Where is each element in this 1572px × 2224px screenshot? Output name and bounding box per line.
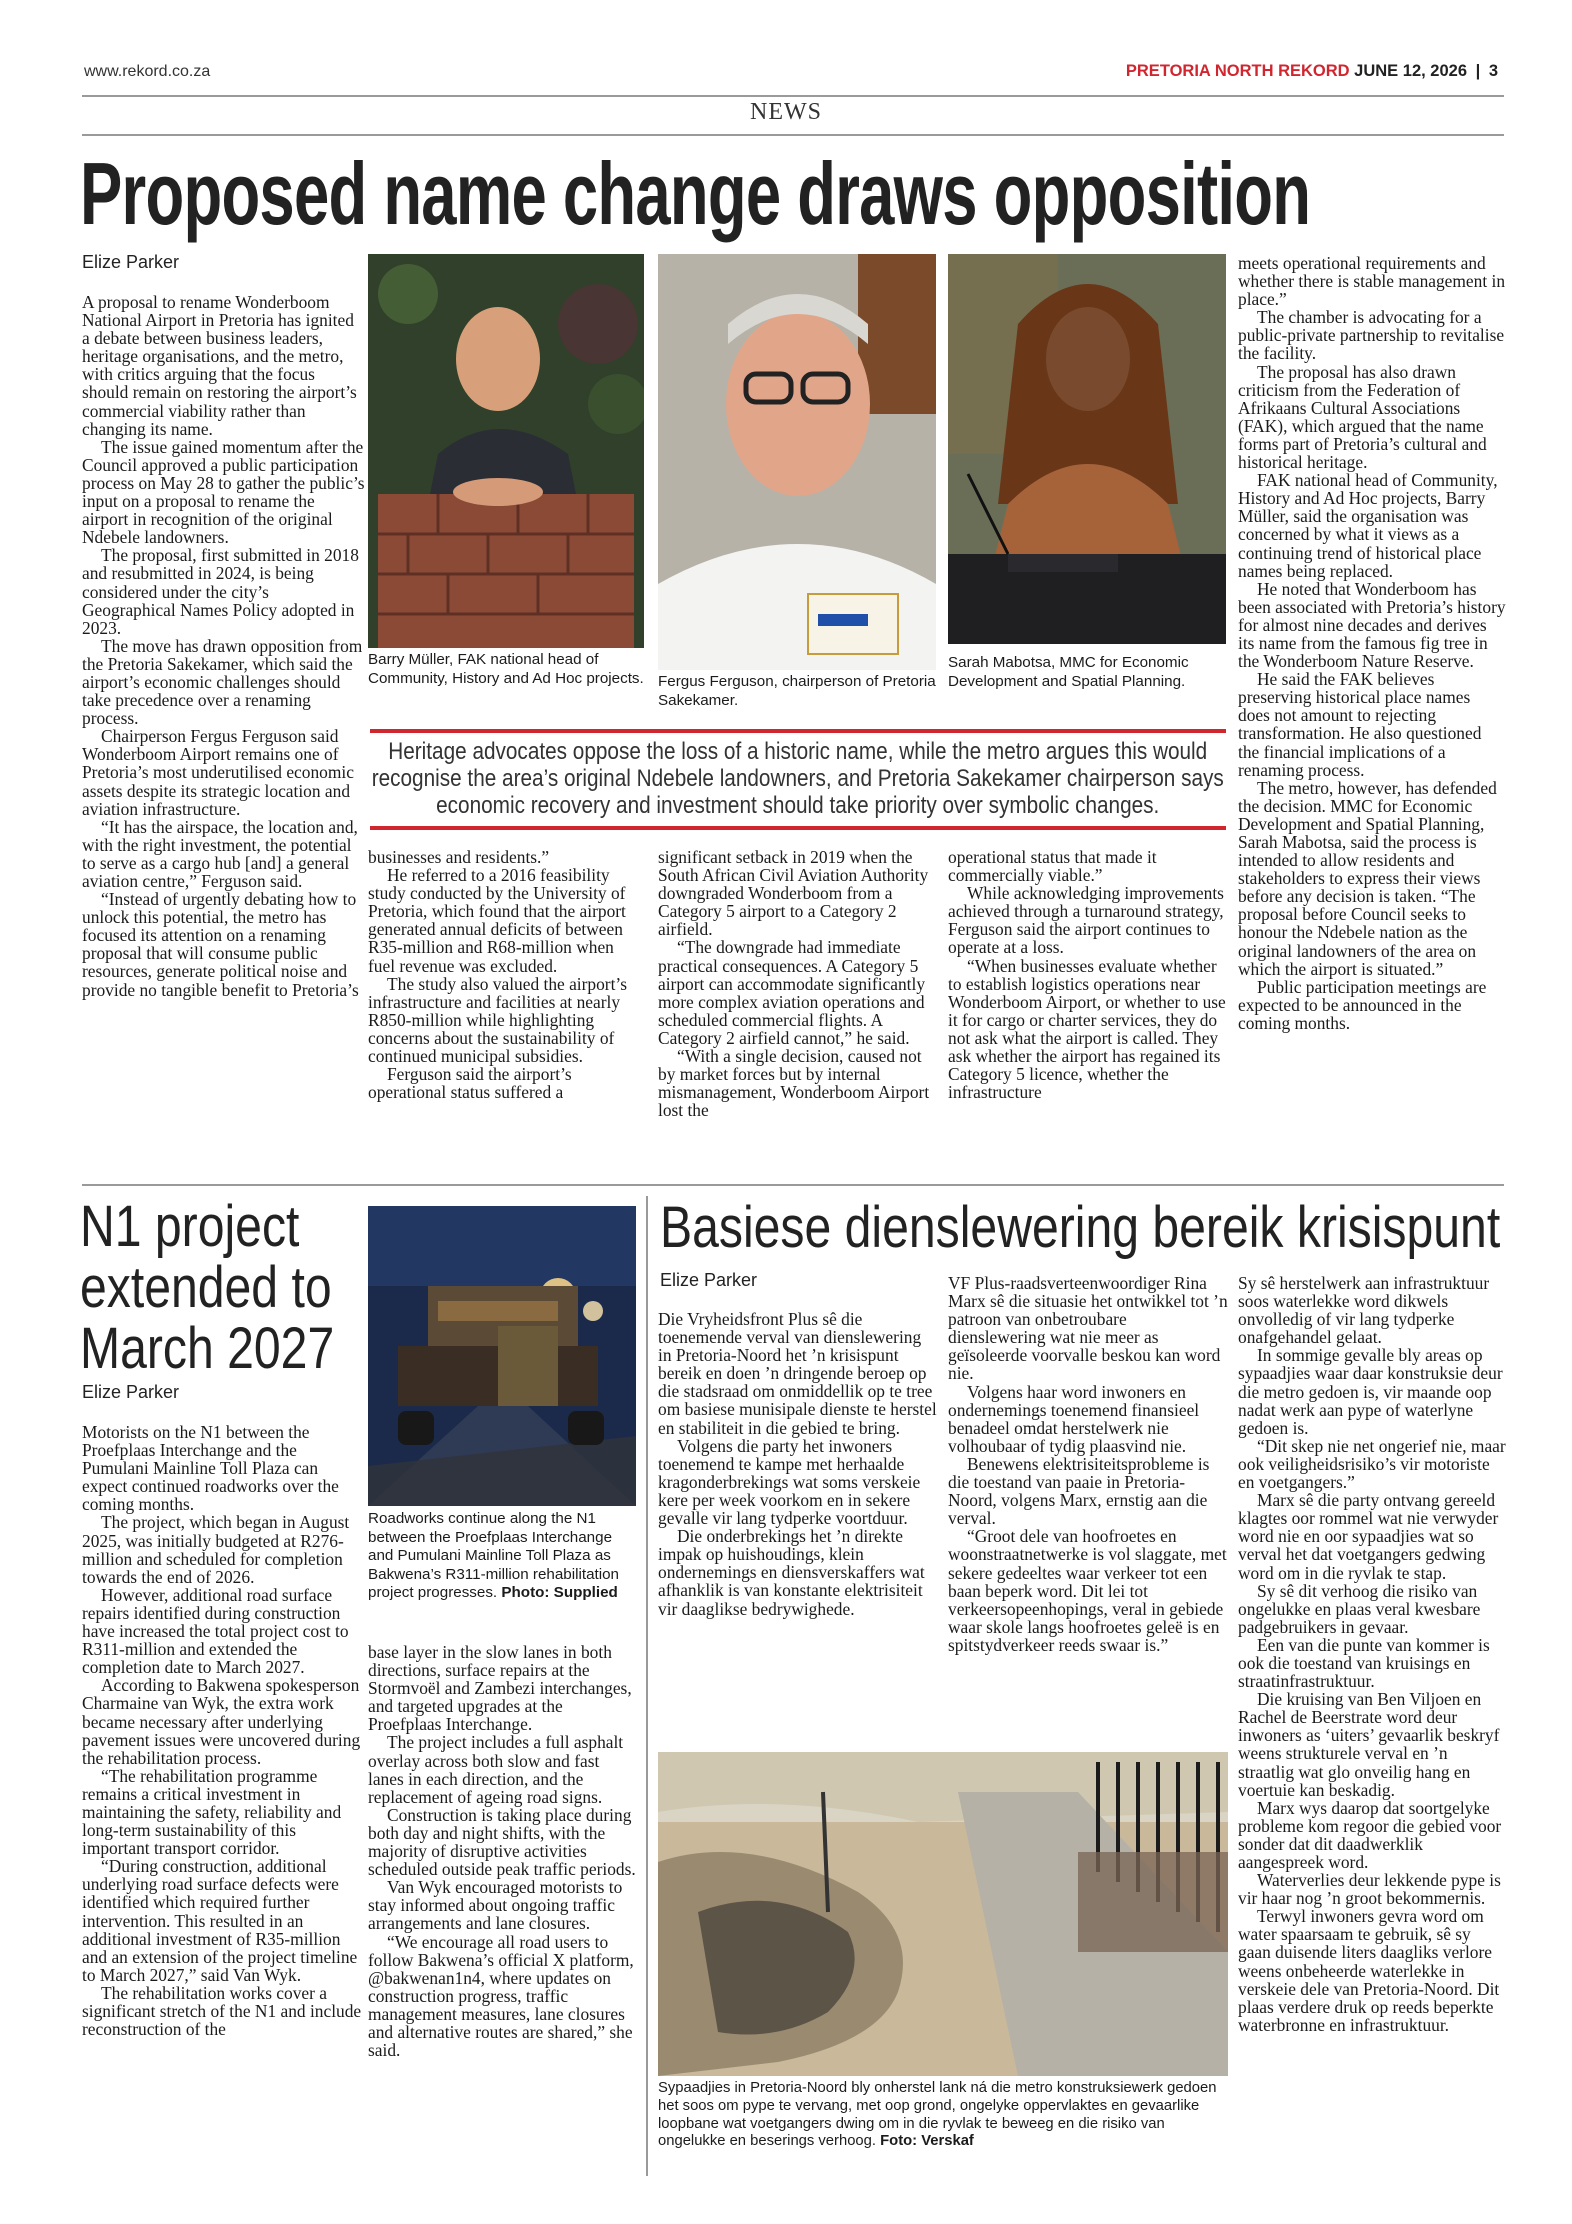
paragraph: meets operational requirements and whether there is stable management in place.” bbox=[1238, 254, 1506, 310]
article1-col4 bbox=[948, 848, 1226, 1170]
photo-fergus-ferguson bbox=[658, 254, 936, 670]
article1-byline: Elize Parker bbox=[82, 252, 180, 272]
paragraph: “Instead of urgently debating how to unlock this potential, the metro has focused its attention on a renaming proposal that will consume public resources, generate political noise and provide no tangible benefit to Pretoria’s bbox=[82, 889, 359, 1000]
paragraph: Marx sê die party ontvang gereeld klagtes oor rommel wat nie verwyder word nie en oor sypaadjies wat so verval het dat voetgangers gedwing word om in die ryvlak te stap. bbox=[1238, 1490, 1499, 1583]
paragraph: “Groot dele van hoofroetes en woonstraatnetwerke is vol slaggate, met sekere gedeeltes waar verkeer tot een baan beperk word. Dit lei tot verkeersopeenhopings, veral in gebiede waar skole langs hoofroetes geleë is en spitstydverkeer reeds swaar is.” bbox=[948, 1526, 1227, 1655]
portrait-photo-icon bbox=[368, 254, 644, 648]
paragraph: The chamber is advocating for a public-private partnership to revitalise the facility. bbox=[1238, 307, 1505, 364]
caption-sarah-mabotsa: Sarah Mabotsa, MMC for Economic Development and Spatial Planning. bbox=[948, 654, 1189, 690]
article-divider bbox=[82, 1184, 1504, 1186]
paragraph: base layer in the slow lanes in both directions, surface repairs at the Stormvoël and Zambezi interchanges, and targeted upgrades at the Proefplaas Interchange. bbox=[368, 1643, 632, 1735]
photo-sidewalk bbox=[658, 1752, 1228, 2076]
paragraph: FAK national head of Community, History and Ad Hoc projects, Barry Müller, said the organisation was concerned by what it views as a continuing trend of historical place names being replaced. bbox=[1238, 470, 1498, 581]
paragraph: The proposal has also drawn criticism from the Federation of Afrikaans Cultural Associations (FAK), which argued that the name forms part of Pretoria’s cultural and historical heritage. bbox=[1238, 361, 1487, 473]
paragraph: He noted that Wonderboom has been associated with Pretoria’s history for almost nine decades and derives its name from the famous fig tree in the Wonderboom Nature Reserve. bbox=[1238, 578, 1506, 672]
article1-col5 bbox=[1238, 254, 1506, 1170]
paragraph: “The rehabilitation programme remains a critical investment in maintaining the safety, reliability and long-term sustainability of this important transport corridor. bbox=[82, 1765, 342, 1859]
paragraph: The project includes a full asphalt overlay across both slow and fast lanes in each direction, and the replacement of ageing road signs. bbox=[368, 1732, 624, 1807]
paragraph: The study also valued the airport’s infrastructure and facilities at nearly R850-million while highlighting concerns about the sustainability of continued municipal subsidies. bbox=[368, 973, 628, 1067]
portrait-photo-icon bbox=[948, 254, 1226, 644]
article3-headline: Basiese dienslewering bereik krisispunt bbox=[660, 1195, 1501, 1260]
article3-byline: Elize Parker bbox=[660, 1270, 758, 1290]
paragraph: He referred to a 2016 feasibility study conducted by the University of Pretoria, which found that the airport generated annual deficits of between R35-million and R68-million when fuel revenue was excluded. bbox=[368, 865, 626, 976]
paragraph: “Dit skep nie net ongerief nie, maar ook veiligheidsrisiko’s vir motoriste en voetgangers.” bbox=[1238, 1435, 1506, 1493]
paragraph: The rehabilitation works cover a significant stretch of the N1 and include reconstruction of the bbox=[82, 1982, 362, 2040]
paragraph: “We encourage all road users to follow Bakwena’s official X platform, @bakwenan1n4, where updates on construction progress, traffic management measures, lane closures and alternative routes are shared,” she said. bbox=[368, 1931, 634, 2061]
vertical-divider bbox=[646, 1196, 648, 2176]
paragraph: “During construction, additional underlying road surface defects were identified which required further intervention. This resulted in an additional investment of R35-million and an extension of the project timeline to March 2027,” said Van Wyk. bbox=[82, 1856, 358, 1985]
paragraph: The issue gained momentum after the Council approved a public participation process on May 28 to gather the public’s input on a proposal to rename the airport in recognition of the original Ndebele landowners. bbox=[82, 436, 365, 548]
header-rule bbox=[82, 95, 1504, 97]
paragraph: operational status that made it commercially viable.” bbox=[948, 848, 1157, 886]
paragraph: “When businesses evaluate whether to establish logistics operations near Wonderboom Airport, or whether to use it for cargo or charter services, they do not ask what the airport is called. They ask whether the airport has regained its Category 5 licence, whether the infrastructure bbox=[948, 955, 1226, 1103]
caption-text: Roadworks continue along the N1 between the Proefplaas Interchange and Pumulani Mainline Toll Plaza as Bakwena’s R311-million rehabilitation project progresses. bbox=[368, 1510, 620, 1602]
caption-fergus-ferguson: Fergus Ferguson, chairperson of Pretoria Sakekamer. bbox=[658, 673, 936, 709]
caption-sidewalk bbox=[658, 2080, 1230, 2151]
paragraph: Marx wys daarop dat soortgelyke probleme kom regoor die gebied voor sonder dat dit daadwerklik aangespreek word. bbox=[1238, 1797, 1502, 1872]
paragraph: Terwyl inwoners gevra word om water spaarsaam te gebruik, sê sy gaan duisende liters daagliks verlore weens onbeheerde waterlekke in verskeie dele van Pretoria-Noord. Dit plaas verdere druk op reeds beperkte waterbronne en infrastruktuur. bbox=[1238, 1906, 1500, 2035]
paragraph: Public participation meetings are expected to be announced in the coming months. bbox=[1238, 976, 1487, 1033]
article2-col1 bbox=[82, 1423, 365, 2167]
paragraph: VF Plus-raadsverteenwoordiger Rina Marx sê die situasie het ontwikkel tot ’n patroon van onbetroubare dienslewering wat nie meer as geïsoleerde voorvalle beskou kan word nie. bbox=[948, 1274, 1228, 1384]
roadworks-photo-icon bbox=[368, 1206, 636, 1506]
paragraph: Benewens elektrisiteitsprobleme is die toestand van paaie in Pretoria-Noord, volgens Marx, ernstig aan die verval. bbox=[948, 1453, 1210, 1529]
paragraph: Volgens die party het inwoners toenemend te kampe met herhaalde kragonderbrekings wat soms verskeie kere per week voorkom en in sekere gevalle vir lang tydperke voortduur. bbox=[658, 1435, 921, 1529]
article2-byline: Elize Parker bbox=[82, 1382, 180, 1402]
paragraph: Die onderbrekings het ’n direkte impak op huishoudings, klein ondernemings en diensverskaffers wat afhanklik is van konstante elektrisiteit vir daaglikse bedrywighede. bbox=[658, 1526, 925, 1619]
paragraph: Sy sê dit verhoog die risiko van ongelukke en plaas veral kwesbare padgebruikers in gevaar. bbox=[1238, 1580, 1481, 1637]
article1-headline: Proposed name change draws opposition bbox=[80, 144, 1311, 243]
paragraph: However, additional road surface repairs identified during construction have increased the total project cost to R311-million and extended the completion date to March 2027. bbox=[82, 1584, 349, 1678]
photo-n1-roadworks bbox=[368, 1206, 636, 1506]
paragraph: In sommige gevalle bly areas op sypaadjies waar daar konstruksie deur die metro gedoen is, vir maande oop nadat werk aan pype of waterlyne gedoen is. bbox=[1238, 1345, 1503, 1438]
paragraph: The project, which began in August 2025, was initially budgeted at R276-million and scheduled for completion towards the end of 2026. bbox=[82, 1512, 350, 1587]
photo-credit: Photo: Supplied bbox=[501, 1584, 618, 1602]
paragraph: He said the FAK believes preserving historical place names does not amount to rejecting transformation. He also questioned the financial implications of a renaming process. bbox=[1238, 669, 1482, 780]
paragraph: The metro, however, has defended the decision. MMC for Economic Development and Spatial Planning, Sarah Mabotsa, said the process is intended to allow residents and stakeholders to express their views before any decision is taken. “The proposal before Council seeks to honour the Ndebele nation as the original landowners of the area on which the airport is situated.” bbox=[1238, 777, 1497, 979]
paragraph: Construction is taking place during both day and night shifts, with the majority of disruptive activities scheduled outside peak traffic periods. bbox=[368, 1804, 636, 1880]
article1-col3 bbox=[658, 848, 936, 1170]
publication-name: PRETORIA NORTH REKORD bbox=[1125, 62, 1350, 80]
page-number: 3 bbox=[1488, 62, 1498, 80]
pullquote: Heritage advocates oppose the loss of a historic name, while the metro argues this would recognise the area’s original Ndebele landowners, and Pretoria Sakekamer chairperson says economic recovery and investment should take priority over symbolic changes. bbox=[371, 738, 1224, 819]
photo-barry-muller bbox=[368, 254, 644, 648]
article2-col2 bbox=[368, 1643, 636, 2167]
separator: | bbox=[1475, 62, 1481, 80]
portrait-photo-icon bbox=[658, 254, 936, 670]
issue-date: JUNE 12, 2026 bbox=[1354, 62, 1467, 80]
paragraph: Van Wyk encouraged motorists to stay informed about ongoing traffic arrangements and lane closures. bbox=[368, 1877, 623, 1934]
caption-text: Sypaadjies in Pretoria-Noord bly onherstel lank ná die metro konstruksiewerk gedoen het soos om pype te vervang, met oop grond, ongelyke oppervlaktes en gevaarlike loopbane wat voetgangers dwing om in die ryvlak te beweeg en die risiko van ongelukke en beserings verhoog. bbox=[658, 2080, 1217, 2150]
caption-barry-muller: Barry Müller, FAK national head of Community, History and Ad Hoc projects. bbox=[368, 651, 644, 687]
article3-col2 bbox=[948, 1274, 1228, 1728]
paragraph: Volgens haar word inwoners en ondernemings toenemend finansieel benadeel omdat herstelwerk nie volhoubaar of tydig plaasvind nie. bbox=[948, 1381, 1200, 1456]
photo-credit: Foto: Verskaf bbox=[880, 2133, 974, 2150]
masthead-info bbox=[1126, 62, 1498, 81]
website-url[interactable]: www.rekord.co.za bbox=[84, 63, 211, 80]
paragraph: The move has drawn opposition from the Pretoria Sakekamer, which said the airport’s economic challenges should take precedence over a renaming process. bbox=[82, 635, 363, 729]
paragraph: businesses and residents.” bbox=[368, 848, 550, 867]
caption-n1-roadworks bbox=[368, 1510, 636, 1603]
paragraph: According to Bakwena spokesperson Charmaine van Wyk, the extra work became necessary after underlying pavement issues were uncovered during the rehabilitation process. bbox=[82, 1675, 361, 1768]
paragraph: Ferguson said the airport’s operational status suffered a bbox=[368, 1064, 572, 1103]
section-rule bbox=[82, 134, 1504, 136]
photo-sarah-mabotsa bbox=[948, 254, 1226, 644]
article3-col1 bbox=[658, 1310, 938, 1730]
article3-col3 bbox=[1238, 1274, 1506, 2174]
pullquote-top-rule bbox=[370, 729, 1226, 733]
paragraph: The proposal, first submitted in 2018 and resubmitted in 2024, is being considered under the city’s Geographical Names Policy adopted in 2023. bbox=[82, 545, 359, 638]
paragraph: significant setback in 2019 when the South African Civil Aviation Authority downgraded Wonderboom from a Category 5 airport to a Category 2 airfield. bbox=[658, 848, 929, 940]
sidewalk-photo-icon bbox=[658, 1752, 1228, 2076]
paragraph: While acknowledging improvements achieved through a turnaround strategy, Ferguson said the airport continues to operate at a loss. bbox=[948, 883, 1224, 958]
paragraph: Die Vryheidsfront Plus sê die toenemende verval van dienslewering in Pretoria-Noord het ’n krisispunt bereik en doen ’n dringende beroep op die stadsraad om onmiddellik op te tree om basiese munisipale dienste te herstel en stabiliteit in die gebied te bring. bbox=[658, 1310, 937, 1438]
paragraph: “The downgrade had immediate practical consequences. A Category 5 airport can accommodate significantly more complex aviation operations and scheduled commercial flights. A Category 2 airfield cannot,” he said. bbox=[658, 937, 926, 1048]
article2-headline: N1 project extended to March 2027 bbox=[80, 1194, 335, 1381]
paragraph: Een van die punte van kommer is ook die toestand van kruisings en straatinfrastruktuur. bbox=[1238, 1634, 1490, 1692]
paragraph: Sy sê herstelwerk aan infrastruktuur soos waterlekke word dikwels onvolledig of vir lang tydperke onafgehandel gelaat. bbox=[1238, 1274, 1490, 1348]
section-label: NEWS bbox=[750, 99, 822, 125]
paragraph: Die kruising van Ben Viljoen en Rachel de Beerstrate word deur inwoners as ‘uiters’ gevaarlik beskryf weens strukturele verval en ’n straatlig wat glo onveilig hang en voertuie kan beskadig. bbox=[1238, 1689, 1500, 1800]
paragraph: “With a single decision, caused not by market forces but by internal mismanagement, Wonderboom Airport lost the bbox=[658, 1046, 930, 1121]
article1-col1 bbox=[82, 293, 365, 1173]
pullquote-bottom-rule bbox=[370, 826, 1226, 830]
paragraph: A proposal to rename Wonderboom National Airport in Pretoria has ignited a debate between business leaders, heritage organisations, and the metro, with critics arguing that the focus should remain on restoring the airport’s commercial viability rather than changing its name. bbox=[82, 293, 357, 439]
paragraph: Waterverlies deur lekkende pype is vir haar nog ’n groot bekommernis. bbox=[1238, 1870, 1501, 1909]
paragraph: “It has the airspace, the location and, with the right investment, the potential to serve as a cargo hub [and] a general aviation centre,” Ferguson said. bbox=[82, 816, 358, 891]
paragraph: Chairperson Fergus Ferguson said Wonderboom Airport remains one of Pretoria’s most underutilised economic assets despite its strategic location and aviation infrastructure. bbox=[82, 726, 354, 819]
article1-col2 bbox=[368, 848, 644, 1170]
paragraph: Motorists on the N1 between the Proefplaas Interchange and the Pumulani Mainline Toll Plaza can expect continued roadworks over the coming months. bbox=[82, 1423, 339, 1515]
